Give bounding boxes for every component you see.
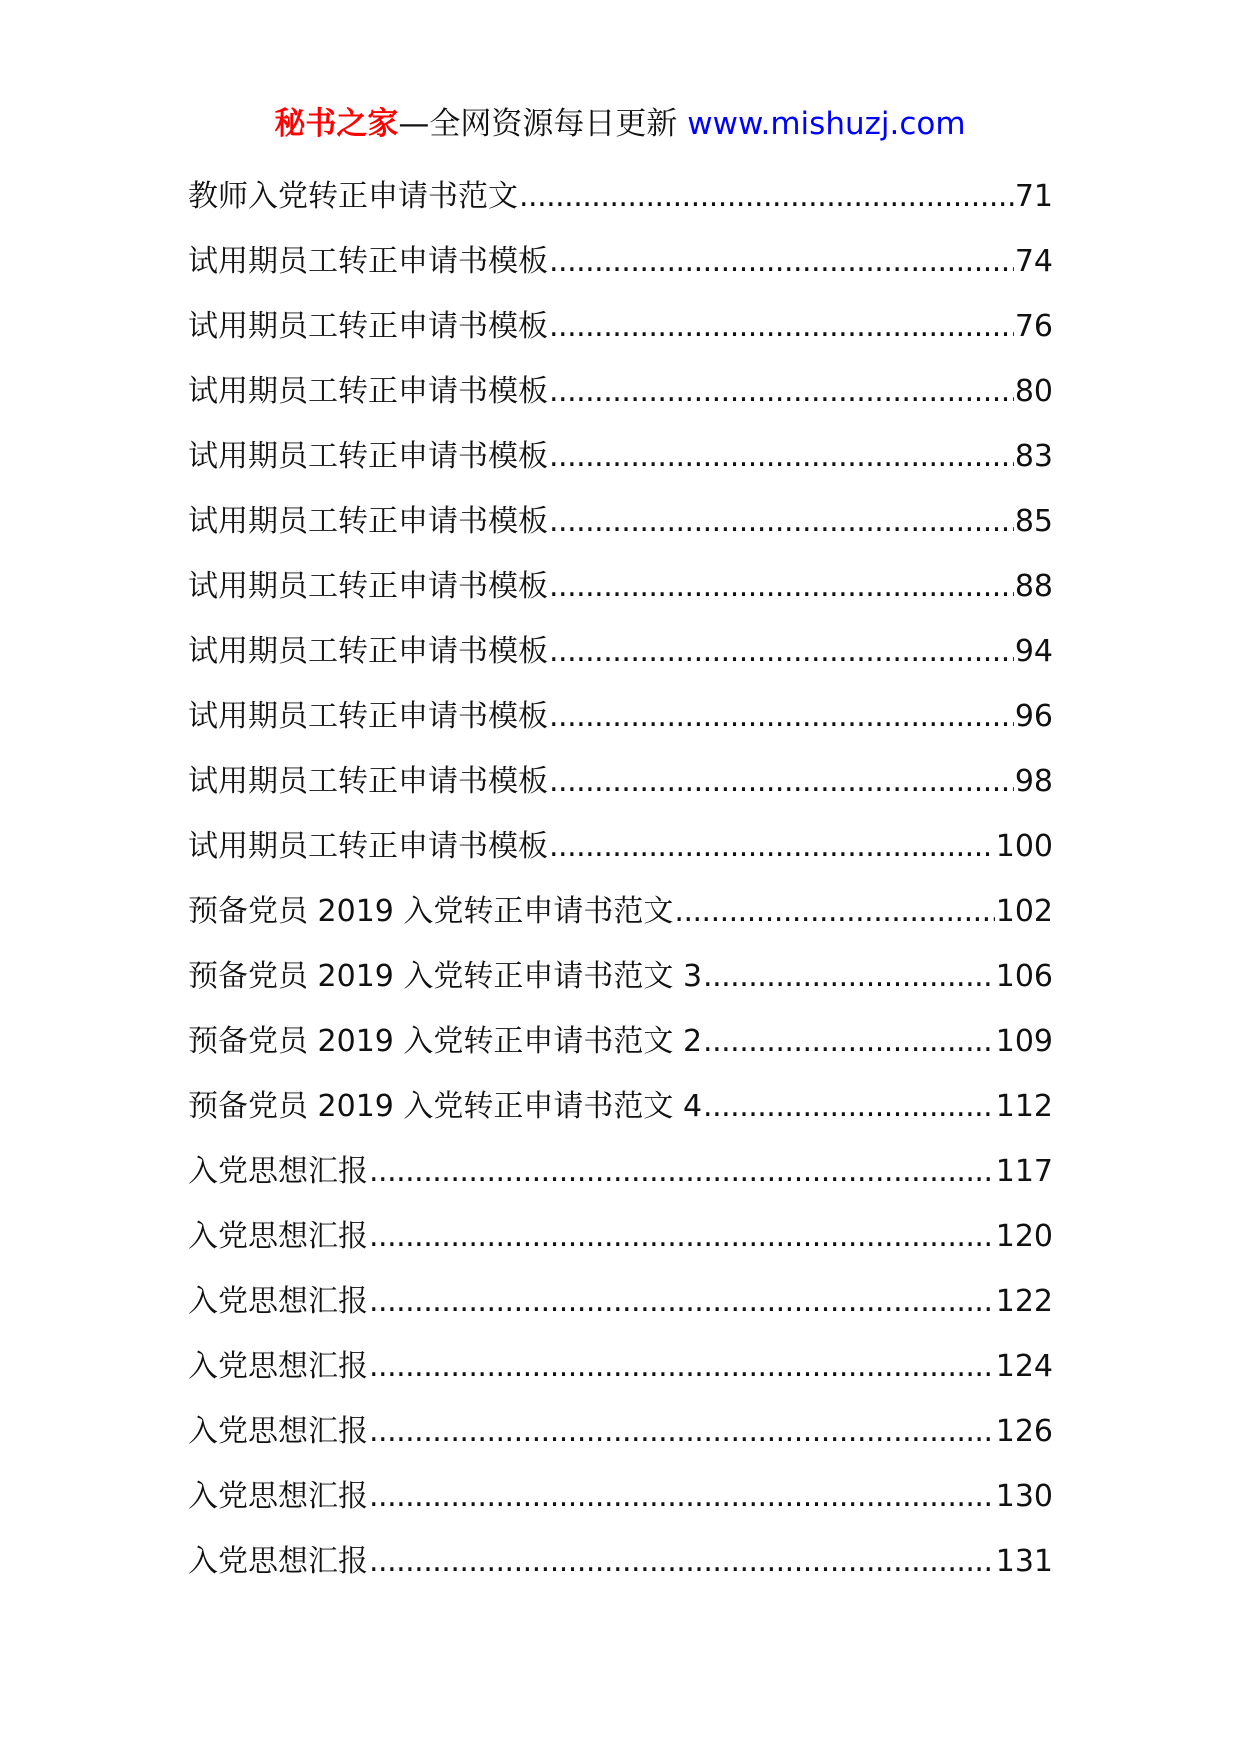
toc-dot-leader	[549, 424, 1014, 489]
toc-entry-page: 71	[1014, 179, 1053, 214]
toc-entry-page: 74	[1014, 244, 1053, 279]
toc-entry-title: 入党思想汇报	[188, 1284, 368, 1319]
toc-entry[interactable]	[188, 1399, 1053, 1464]
toc-entry-title: 试用期员工转正申请书模板	[188, 374, 548, 409]
toc-dot-leader	[369, 1269, 995, 1334]
toc-entry[interactable]	[188, 229, 1053, 294]
toc-entry-page: 106	[995, 959, 1053, 994]
toc-entry[interactable]	[188, 684, 1053, 749]
toc-entry-title: 预备党员 2019 入党转正申请书范文	[188, 894, 674, 929]
toc-entry[interactable]	[188, 1464, 1053, 1529]
toc-entry-page: 100	[995, 829, 1053, 864]
toc-entry[interactable]	[188, 489, 1053, 554]
toc-entry-title: 试用期员工转正申请书模板	[188, 504, 548, 539]
toc-entry-title: 试用期员工转正申请书模板	[188, 829, 548, 864]
toc-entry-title: 入党思想汇报	[188, 1349, 368, 1384]
toc-entry[interactable]	[188, 1334, 1053, 1399]
website-link[interactable]: www.mishuzj.com	[687, 106, 966, 142]
toc-entry-title: 试用期员工转正申请书模板	[188, 309, 548, 344]
toc-dot-leader	[369, 1139, 995, 1204]
toc-entry-title: 入党思想汇报	[188, 1219, 368, 1254]
toc-dot-leader	[369, 1204, 995, 1269]
toc-entry-title: 入党思想汇报	[188, 1544, 368, 1579]
toc-entry[interactable]	[188, 1009, 1053, 1074]
toc-entry-page: 122	[995, 1284, 1053, 1319]
toc-entry[interactable]	[188, 749, 1053, 814]
toc-entry-page: 117	[995, 1154, 1053, 1189]
toc-dot-leader	[549, 554, 1014, 619]
toc-entry[interactable]	[188, 944, 1053, 1009]
toc-entry[interactable]	[188, 294, 1053, 359]
toc-dot-leader	[549, 359, 1014, 424]
toc-entry[interactable]	[188, 359, 1053, 424]
page-header	[0, 100, 1240, 148]
table-of-contents	[188, 164, 1053, 1594]
toc-entry-page: 94	[1014, 634, 1053, 669]
toc-entry-title: 试用期员工转正申请书模板	[188, 569, 548, 604]
toc-entry-title: 入党思想汇报	[188, 1479, 368, 1514]
toc-dot-leader	[703, 1009, 995, 1074]
toc-dot-leader	[519, 164, 1014, 229]
toc-entry-title: 预备党员 2019 入党转正申请书范文 3	[188, 959, 703, 994]
toc-entry[interactable]	[188, 1529, 1053, 1594]
toc-entry-title: 预备党员 2019 入党转正申请书范文 2	[188, 1024, 703, 1059]
toc-entry-page: 83	[1014, 439, 1053, 474]
toc-entry-title: 教师入党转正申请书范文	[188, 179, 518, 214]
toc-dot-leader	[549, 489, 1014, 554]
toc-dot-leader	[369, 1399, 995, 1464]
toc-entry-title: 试用期员工转正申请书模板	[188, 439, 548, 474]
toc-dot-leader	[674, 879, 994, 944]
toc-entry-page: 131	[995, 1544, 1053, 1579]
toc-entry-page: 126	[995, 1414, 1053, 1449]
toc-entry-page: 102	[995, 894, 1053, 929]
toc-entry-page: 76	[1014, 309, 1053, 344]
toc-entry-page: 130	[995, 1479, 1053, 1514]
toc-dot-leader	[549, 814, 995, 879]
toc-dot-leader	[703, 1074, 995, 1139]
toc-entry-title: 试用期员工转正申请书模板	[188, 244, 548, 279]
brand-name: 秘书之家	[274, 106, 399, 142]
toc-entry-page: 112	[995, 1089, 1053, 1124]
toc-dot-leader	[369, 1529, 995, 1594]
header-tagline: —全网资源每日更新	[398, 106, 678, 142]
toc-entry-page: 109	[995, 1024, 1053, 1059]
toc-entry-title: 试用期员工转正申请书模板	[188, 764, 548, 799]
toc-dot-leader	[549, 749, 1014, 814]
toc-dot-leader	[549, 684, 1014, 749]
toc-dot-leader	[549, 294, 1014, 359]
toc-entry-page: 124	[995, 1349, 1053, 1384]
toc-entry[interactable]	[188, 554, 1053, 619]
toc-entry[interactable]	[188, 424, 1053, 489]
toc-entry[interactable]	[188, 619, 1053, 684]
toc-entry-page: 98	[1014, 764, 1053, 799]
toc-entry-title: 入党思想汇报	[188, 1414, 368, 1449]
toc-entry[interactable]	[188, 814, 1053, 879]
toc-dot-leader	[549, 619, 1014, 684]
toc-entry-page: 85	[1014, 504, 1053, 539]
toc-entry-title: 试用期员工转正申请书模板	[188, 634, 548, 669]
toc-entry-page: 96	[1014, 699, 1053, 734]
toc-entry-title: 试用期员工转正申请书模板	[188, 699, 548, 734]
toc-entry[interactable]	[188, 1269, 1053, 1334]
toc-dot-leader	[703, 944, 995, 1009]
toc-entry-page: 88	[1014, 569, 1053, 604]
toc-entry-title: 入党思想汇报	[188, 1154, 368, 1189]
toc-entry[interactable]	[188, 1204, 1053, 1269]
toc-entry-title: 预备党员 2019 入党转正申请书范文 4	[188, 1089, 703, 1124]
toc-entry[interactable]	[188, 1074, 1053, 1139]
toc-entry[interactable]	[188, 879, 1053, 944]
toc-dot-leader	[369, 1334, 995, 1399]
toc-entry-page: 120	[995, 1219, 1053, 1254]
toc-entry[interactable]	[188, 1139, 1053, 1204]
toc-entry-page: 80	[1014, 374, 1053, 409]
toc-dot-leader	[549, 229, 1014, 294]
toc-dot-leader	[369, 1464, 995, 1529]
toc-entry[interactable]	[188, 164, 1053, 229]
